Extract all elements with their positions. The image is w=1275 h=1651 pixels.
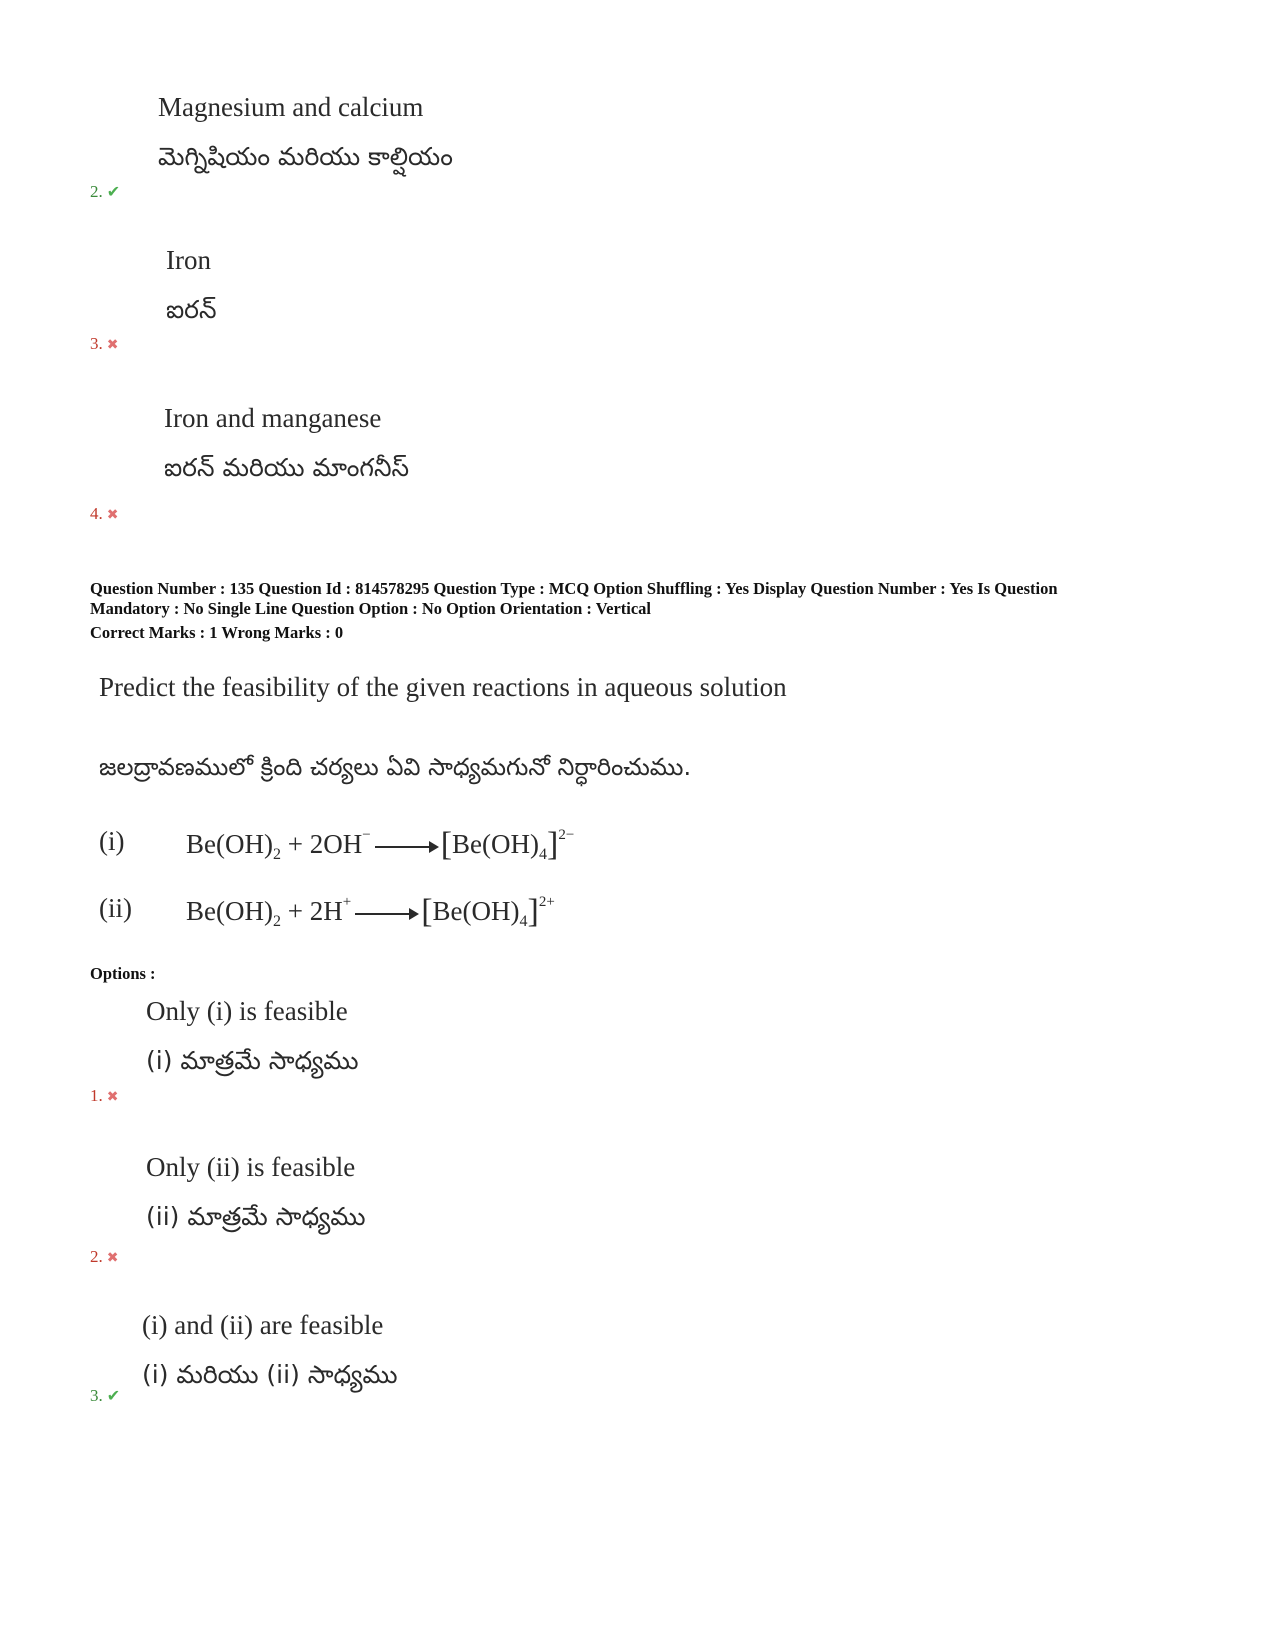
wrong-cross-icon: ✖: [106, 508, 119, 523]
option-3-text-te: ఐరన్: [166, 295, 217, 324]
reaction-1-label: (i): [99, 826, 125, 856]
option-3-text-en: (i) and (ii) are feasible: [142, 1310, 384, 1340]
wrong-cross-icon: ✖: [106, 1090, 119, 1105]
option-4-text-en: Iron and manganese: [164, 403, 382, 433]
option-1-number: 1. ✖: [90, 1086, 119, 1105]
reaction-2-equation: $Be(OH)_2 + 2H^+$ $[Be(OH)_4]^{2+}$: [186, 893, 555, 930]
option-4-text-te: ఐరన్ మరియు మాంగనీస్: [164, 453, 410, 482]
reaction-arrow-icon: [375, 846, 437, 848]
option-3-number: 3. ✖: [90, 334, 119, 353]
option-2-number: 2. ✔: [90, 182, 121, 201]
question-text-te: జలద్రావణములో క్రింది చర్యలు ఏవి సాధ్యమగునో నిర్ధారించుము.: [99, 753, 692, 781]
question-meta-line-1: Question Number : 135 Question Id : 814578295 Question Type : MCQ Option Shuffling : Yes Display Question Number : Yes Is Question: [90, 579, 1058, 598]
option-2-text-te: మెగ్నిషియం మరియు కాల్షియం: [158, 142, 453, 171]
reaction-2-label: (ii): [99, 893, 132, 923]
option-3-text-te: (i) మరియు (ii) సాధ్యము: [142, 1360, 398, 1389]
question-text-en: Predict the feasibility of the given reactions in aqueous solution: [99, 672, 787, 702]
question-marks: Correct Marks : 1 Wrong Marks : 0: [90, 623, 344, 642]
wrong-cross-icon: ✖: [106, 338, 119, 353]
option-2-number: 2. ✖: [90, 1247, 119, 1266]
option-3-text-en: Iron: [166, 245, 211, 275]
question-meta-line-2: Mandatory : No Single Line Question Option : No Option Orientation : Vertical: [90, 599, 652, 618]
options-label: Options :: [90, 964, 156, 983]
option-2-text-en: Only (ii) is feasible: [146, 1152, 356, 1182]
wrong-cross-icon: ✖: [106, 1251, 119, 1266]
reaction-arrow-icon: [355, 913, 417, 915]
option-2-text-te: (ii) మాత్రమే సాధ్యము: [146, 1202, 366, 1231]
option-2-text-en: Magnesium and calcium: [158, 92, 424, 122]
correct-check-icon: ✔: [106, 1388, 121, 1405]
option-3-number: 3. ✔: [90, 1386, 121, 1405]
option-1-text-te: (i) మాత్రమే సాధ్యము: [146, 1046, 359, 1075]
correct-check-icon: ✔: [106, 184, 121, 201]
reaction-1-equation: $Be(OH)_2 + 2OH^-$ $[Be(OH)_4]^{2-}$: [186, 826, 575, 863]
option-4-number: 4. ✖: [90, 504, 119, 523]
option-1-text-en: Only (i) is feasible: [146, 996, 348, 1026]
